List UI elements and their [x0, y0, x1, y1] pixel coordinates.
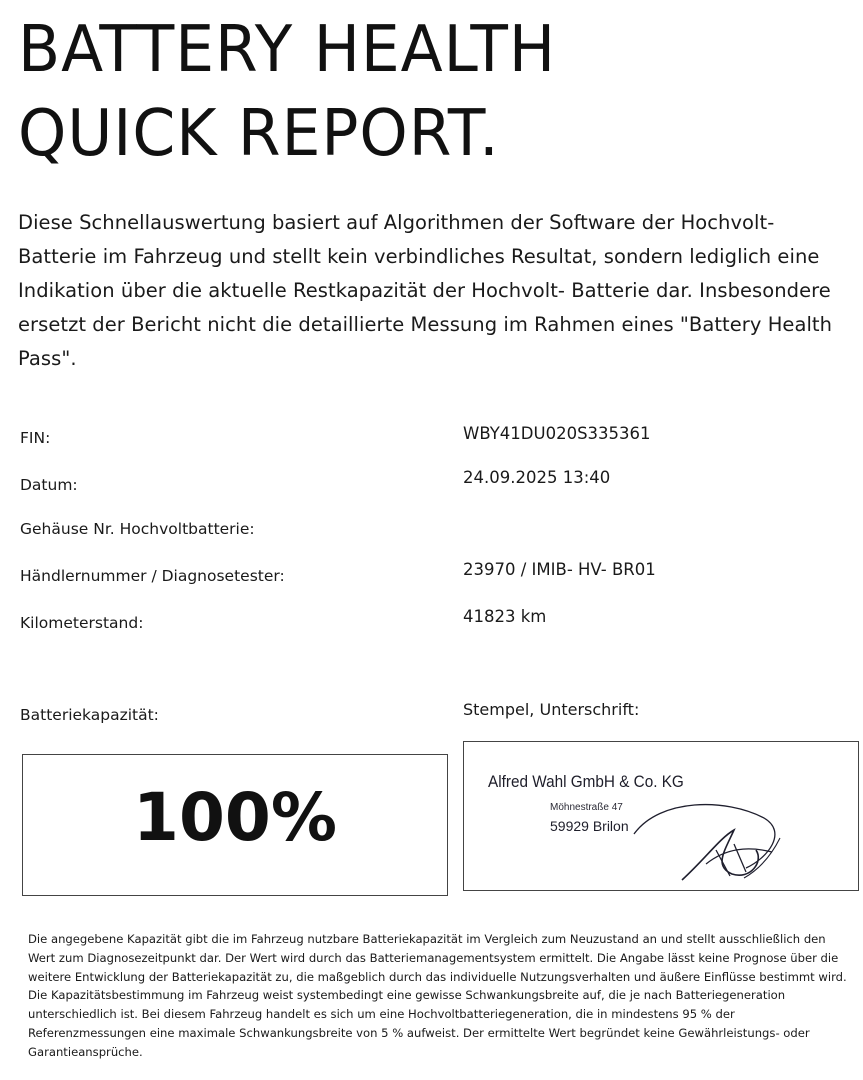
title-line-2: QUICK REPORT.	[18, 97, 500, 171]
title-line-1: BATTERY HEALTH	[18, 13, 557, 87]
report-title	[18, 8, 556, 176]
stamp-label: Stempel, Unterschrift:	[463, 700, 640, 719]
signature	[614, 778, 784, 884]
haendler-label: Händlernummer / Diagnosetester:	[20, 567, 285, 585]
haendler-value: 23970 / IMIB- HV- BR01	[463, 560, 656, 579]
capacity-label: Batteriekapazität:	[20, 706, 159, 724]
capacity-value: 100%	[133, 779, 337, 856]
stamp-company-name: Alfred Wahl GmbH & Co. KG	[488, 772, 684, 791]
disclaimer-text: Die angegebene Kapazität gibt die im Fahrzeug nutzbare Batteriekapazität im Vergleich zum Neuzustand an und stellt ausschließlich den Wert zum Diagnosezeitpunkt dar. Der Wert wird durch das Batteriemanagementsystem ermittelt. Die Angabe lässt keine Prognose über die weitere Entwicklung der Batteriekapazität zu, die maßgeblich durch das individuelle Nutzungsverhalten und äußere Einflüsse bestimmt wird. Die Kapazitätsbestimmung im Fahrzeug weist systembedingt eine gewisse Schwankungsbreite auf, die je nach Batteriegeneration unterschiedlich ist. Bei diesem Fahrzeug handelt es sich um eine Hochvoltbatteriegeneration, die in mindestens 95 % der Referenzmessungen eine maximale Schwankungsbreite von 5 % aufweist. Der ermittelte Wert begründet keine Gewährleistungs- oder Garantieansprüche.	[28, 932, 847, 1059]
stamp-city: 59929 Brilon	[550, 818, 629, 834]
kilometerstand-value: 41823 km	[463, 607, 547, 626]
gehaeuse-label: Gehäuse Nr. Hochvoltbatterie:	[20, 520, 255, 538]
fin-value: WBY41DU020S335361	[463, 424, 651, 443]
kilometerstand-label: Kilometerstand:	[20, 614, 144, 632]
stamp-street: Möhnestraße 47	[550, 802, 623, 813]
intro-paragraph: Diese Schnellauswertung basiert auf Algorithmen der Software der Hochvolt- Batterie im Fahrzeug und stellt kein verbindliches Resultat, sondern lediglich eine Indikation über die aktuelle Restkapazität der Hochvolt- Batterie dar. Insbesondere ersetzt der Bericht nicht die detaillierte Messung im Rahmen eines "Battery Health Pass".	[18, 211, 833, 370]
capacity-box	[22, 754, 448, 896]
datum-value: 24.09.2025 13:40	[463, 468, 611, 487]
stamp-box	[463, 741, 859, 891]
datum-label: Datum:	[20, 476, 78, 494]
fin-label: FIN:	[20, 429, 51, 447]
